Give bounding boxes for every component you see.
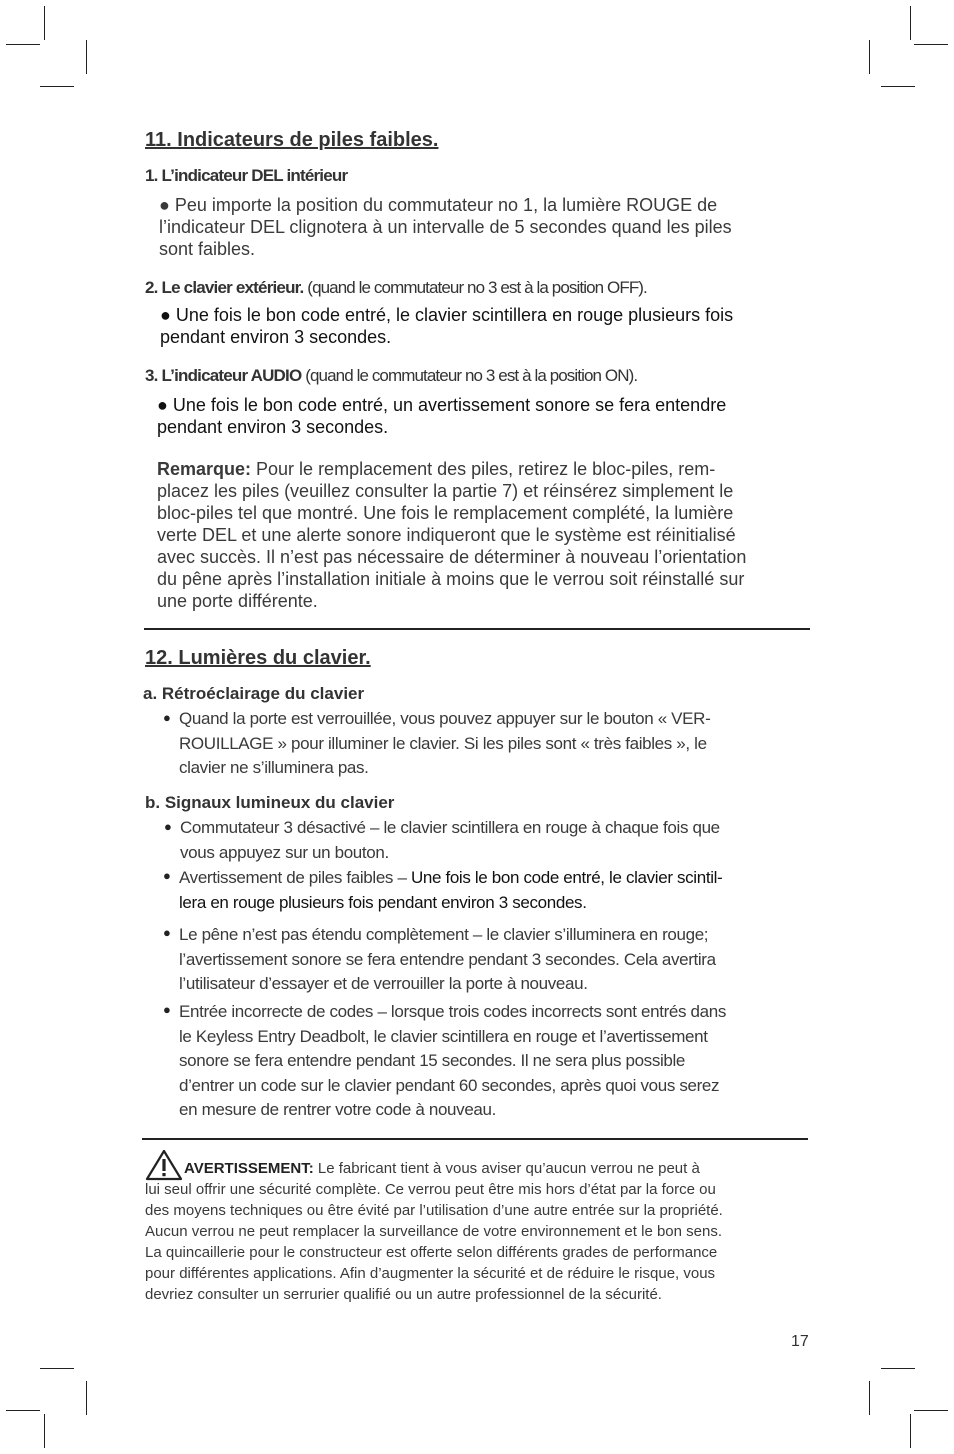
heading-text: 2. Le clavier extérieur. (145, 278, 304, 297)
bullet-icon: ● (163, 710, 171, 725)
text-line: vous appuyez sur un bouton. (180, 842, 389, 862)
text-line: sont faibles. (159, 239, 256, 259)
text-line: Aucun verrou ne peut remplacer la surveillance de votre environnement et le bon sens. (145, 1223, 722, 1240)
text-line: l’indicateur DEL clignotera à un intervalle de 5 secondes quand les piles (159, 217, 732, 237)
heading-text: 3. L’indicateur AUDIO (145, 366, 302, 385)
text-line: Commutateur 3 désactivé – le clavier scintillera en rouge à chaque fois que (180, 818, 720, 837)
text-line: du pêne après l’installation initiale à moins que le verrou soit réinstallé sur (157, 569, 745, 589)
section-title: 12. Lumières du clavier. (145, 647, 371, 669)
text-line: ● Une fois le bon code entré, le clavier scintillera en rouge plusieurs fois (160, 305, 734, 325)
text-line: Entrée incorrecte de codes – lorsque trois codes incorrects sont entrés dans (179, 1002, 726, 1021)
text-line: pendant environ 3 secondes. (160, 327, 392, 347)
text-line: Une fois le bon code entré, le clavier scintil- (410, 868, 723, 887)
bullet-text (180, 816, 720, 865)
divider (144, 628, 810, 630)
paragraph (157, 394, 726, 438)
paragraph (160, 304, 733, 348)
text-line: Le fabricant tient à vous aviser qu’aucun verrou ne peut à (313, 1160, 700, 1177)
subsection-heading: b. Signaux lumineux du clavier (145, 793, 395, 812)
bullet-text (179, 1000, 726, 1123)
divider (142, 1138, 808, 1140)
text-line: lui seul offrir une sécurité complète. Ce verrou peut être mis hors d’état par la force ou (145, 1181, 716, 1198)
paragraph (159, 194, 732, 260)
text-line: une porte différente. (157, 591, 318, 611)
text-line: clavier ne s’illuminera pas. (179, 758, 369, 777)
text-line: l’utilisateur d’essayer et de verrouiller la porte à nouveau. (179, 974, 588, 993)
subsection-heading (145, 366, 637, 386)
bullet-text (179, 707, 710, 781)
text-line: sonore se fera entendre pendant 15 secondes. Il ne sera plus possible (179, 1051, 686, 1070)
bullet-icon: ● (164, 819, 172, 834)
heading-note: (quand le commutateur no 3 est à la position ON). (301, 366, 638, 385)
bullet-text (179, 866, 722, 915)
text-line: d’entrer un code sur le clavier pendant 60 secondes, après quoi vous serez (179, 1075, 720, 1095)
subsection-heading: a. Rétroéclairage du clavier (143, 684, 365, 703)
warning-paragraph (145, 1158, 723, 1305)
section-title: 11. Indicateurs de piles faibles. (145, 129, 439, 151)
subsection-heading: 1. L’indicateur DEL intérieur (145, 166, 348, 185)
heading-note: (quand le commutateur no 3 est à la position OFF). (303, 278, 647, 297)
text-line: des moyens techniques ou être évité par l’utilisation d’une autre entrée sur la propriété. (145, 1202, 723, 1219)
text-line: verte DEL et une alerte sonore indiqueront que le système est réinitialisé (157, 525, 736, 545)
text-line: ● Peu importe la position du commutateur no 1, la lumière ROUGE de (159, 195, 718, 215)
subsection-heading (145, 278, 647, 298)
text-line: lera en rouge plusieurs fois pendant environ 3 secondes. (179, 892, 587, 912)
text-line: en mesure de rentrer votre code à nouveau. (179, 1100, 496, 1119)
text-line: avec succès. Il n’est pas nécessaire de déterminer à nouveau l’orientation (157, 547, 747, 567)
remark-paragraph (157, 458, 746, 612)
text-line: bloc-piles tel que montré. Une fois le remplacement complété, la lumière (157, 503, 734, 523)
text-line: ROUILLAGE » pour illuminer le clavier. Si les piles sont « très faibles », le (179, 733, 707, 753)
warning-label: AVERTISSEMENT: (184, 1160, 314, 1177)
bullet-icon: ● (163, 925, 171, 940)
text-line: devriez consulter un serrurier qualifié ou un autre professionnel de la sécurité. (145, 1286, 662, 1303)
bullet-icon: ● (163, 1002, 171, 1017)
text-line: placez les piles (veuillez consulter la partie 7) et réinsérez simplement le (157, 481, 734, 501)
bullet-text (179, 923, 716, 997)
text-line: Quand la porte est verrouillée, vous pouvez appuyer sur le bouton « VER- (179, 709, 711, 728)
text-line: pour différentes applications. Afin d’augmenter la sécurité et de réduire le risque, vous (145, 1265, 716, 1282)
text-prefix: Avertissement de piles faibles – (179, 868, 411, 887)
text-line: Pour le remplacement des piles, retirez le bloc-piles, rem- (251, 459, 716, 479)
page-number: 17 (791, 1333, 809, 1350)
text-line: pendant environ 3 secondes. (157, 417, 389, 437)
text-line: le Keyless Entry Deadbolt, le clavier scintillera en rouge et l’avertissement (179, 1026, 708, 1046)
remark-label: Remarque: (157, 459, 252, 479)
text-line: La quincaillerie pour le constructeur est offerte selon différents grades de performance (145, 1244, 718, 1261)
bullet-icon: ● (163, 868, 171, 883)
text-line: l’avertissement sonore se fera entendre pendant 3 secondes. Cela avertira (179, 949, 716, 969)
text-line: Le pêne n’est pas étendu complètement – le clavier s’illuminera en rouge; (179, 925, 709, 944)
text-line: ● Une fois le bon code entré, un avertissement sonore se fera entendre (157, 395, 727, 415)
